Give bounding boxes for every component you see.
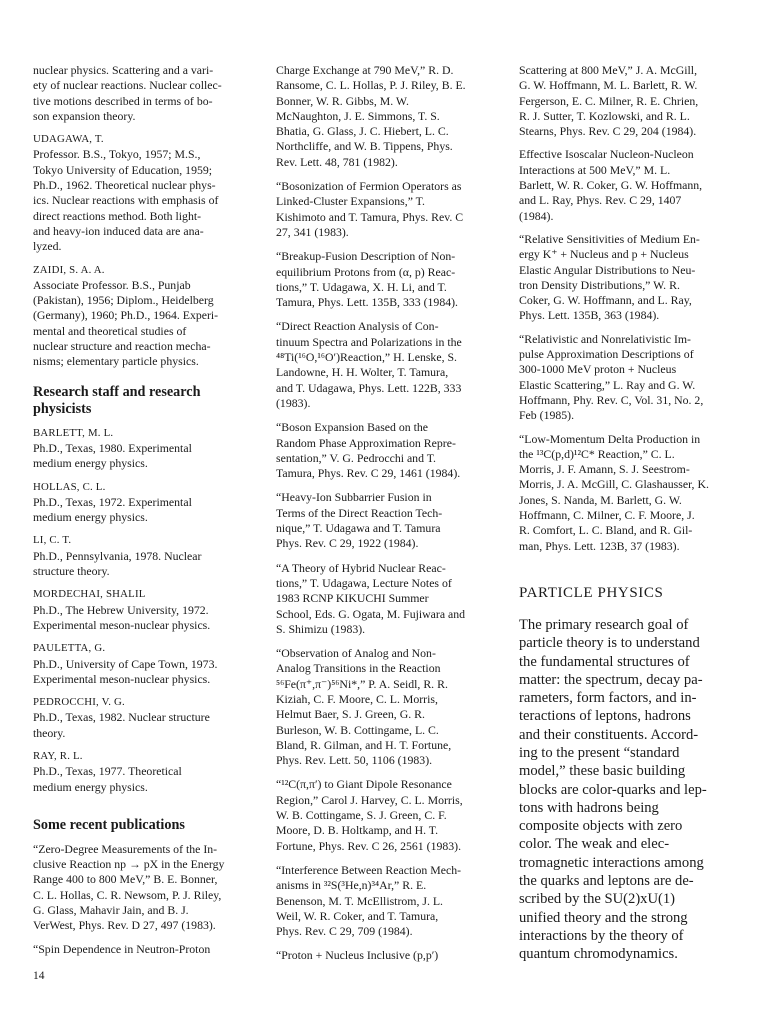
publication-entry: “Observation of Analog and Non- Analog Transitions in the Reaction ⁵⁶Fe(π⁺,π⁻)⁵⁶Ni*,” P. A. Seidl, R. R. Kiziah, C. F. Moore, C. L. Morris, Helmut Baer, S. J. Green, G. R. Burleson, W. B. Cottingame, L. C. Bland, R. Gilman, and H. T. Fortune, Phys. Rev. Lett. 50, 1106 (1983). [276, 646, 452, 768]
publication-entry: “Zero-Degree Measurements of the In- clusive Reaction np → pX in the Energy Range 400 to 800 MeV,” B. E. Bonner, C. L. Hollas, C. R. Newsom, P. J. Riley, G. Glass, Mahavir Jain, and B. J. VerWest, Phys. Rev. D 27, 497 (1983). [33, 841, 225, 933]
publication-entry: “Heavy-Ion Subbarrier Fusion in Terms of the Direct Reaction Tech- nique,” T. Udagawa and T. Tamura Phys. Rev. C 29, 1922 (1984). [276, 490, 443, 551]
publication-entry: “Proton + Nucleus Inclusive (p,p′) [276, 948, 439, 963]
staff-entry [33, 587, 269, 633]
publication-entry: “Direct Reaction Analysis of Con- tinuum Spectra and Polarizations in the ⁴⁸Ti(¹⁶O,¹⁶O′)Reaction,” H. Lenske, S. Landowne, H. H. Wolter, T. Tamura, and T. Udagawa, Phys. Lett. 122B, 333 (1983). [276, 319, 462, 410]
publication-entry: “Relative Sensitivities of Medium En- ergy K⁺ + Nucleus and p + Nucleus Elastic Angular Distributions to Neu- tron Density Distributions,” W. R. Coker, G. W. Hoffmann, and L. Ray, Phys. Lett. 135B, 363 (1984). [519, 231, 700, 323]
faculty-description: Professor. B.S., Tokyo, 1957; M.S., Tokyo University of Education, 1959; Ph.D., 1962. Theoretical nuclear phys- ics. Nuclear reactions with emphasis of direct reactions method. Both light- and heavy-ion induced data are ana- lyzed. [33, 147, 219, 254]
faculty-entry [33, 132, 269, 254]
staff-name: LI, C. T. [33, 534, 72, 547]
staff-name: MORDECHAI, SHALIL [33, 588, 146, 601]
staff-entry [33, 641, 269, 687]
staff-heading: Research staff and research physicists [33, 383, 201, 417]
column-3 [519, 63, 767, 964]
staff-description: Ph.D., Texas, 1977. Theoretical medium energy physics. [33, 764, 182, 794]
publication-entry: Charge Exchange at 790 MeV,” R. D. Ransome, C. L. Hollas, P. J. Riley, B. E. Bonner, W. R. Gibbs, M. W. McNaughton, J. E. Simmons, T. S. Bhatia, G. Glass, J. C. Hiebert, L. C. Northcliffe, and W. B. Tippens, Phys. Rev. Lett. 48, 781 (1982). [276, 63, 466, 169]
publication-entry: “Bosonization of Fermion Operators as Linked-Cluster Expansions,” T. Kishimoto and T. Tamura, Phys. Rev. C 27, 341 (1983). [276, 179, 464, 239]
publications-heading: Some recent publications [33, 816, 185, 833]
publication-entry: “¹²C(π,π′) to Giant Dipole Resonance Region,” Carol J. Harvey, C. L. Morris, W. B. Cottingame, S. J. Green, C. F. Moore, D. B. Holtkamp, and H. T. Fortune, Phys. Rev. C 26, 2561 (1983). [276, 777, 463, 853]
staff-entry [33, 695, 269, 741]
staff-description: Ph.D., Pennsylvania, 1978. Nuclear structure theory. [33, 548, 202, 579]
staff-description: Ph.D., University of Cape Town, 1973. Experimental meson-nuclear physics. [33, 656, 218, 686]
staff-description: Ph.D., Texas, 1972. Experimental medium energy physics. [33, 494, 192, 525]
column-2 [276, 63, 514, 973]
publication-entry: “Spin Dependence in Neutron-Proton [33, 941, 211, 956]
intro-paragraph: nuclear physics. Scattering and a vari- ety of nuclear reactions. Nuclear collec- tive motions described in terms of bo- son expansion theory. [33, 63, 222, 123]
staff-entry [33, 749, 269, 795]
publication-entry: “Low-Momentum Delta Production in the ¹³C(p,d)¹²C* Reaction,” C. L. Morris, J. F. Amann, S. J. Seestrom- Morris, J. A. McGill, C. Glashausser, K. Jones, S. Nanda, M. Barlett, G. W. Hoffmann, C. Milner, C. F. Moore, J. R. Comfort, L. C. Bland, and R. Gil- man, Phys. Lett. 123B, 37 (1983). [519, 431, 709, 553]
publication-entry: “Relativistic and Nonrelativistic Im- pulse Approximation Descriptions of 300-1000 MeV proton + Nucleus Elastic Scattering,” L. Ray and G. W. Hoffmann, Phy. Rev. C, Vol. 31, No. 2, Feb (1985). [519, 331, 704, 423]
staff-entry [33, 480, 269, 526]
faculty-name: ZAIDI, S. A. A. [33, 263, 105, 276]
faculty-description: Associate Professor. B.S., Punjab (Pakistan), 1956; Diplom., Heidelberg (Germany), 1960; Ph.D., 1964. Experi- mental and theoretical studies of nuclear structure and reaction mecha- nisms; elementary particle physics. [33, 277, 219, 369]
staff-description: Ph.D., The Hebrew University, 1972. Experimental meson-nuclear physics. [33, 602, 211, 632]
publication-entry: “Boson Expansion Based on the Random Phase Approximation Repre- sentation,” V. G. Pedrocchi and T. Tamura, Phys. Rev. C 29, 1461 (1984). [276, 420, 461, 481]
staff-entry [33, 426, 269, 472]
staff-name: PAULETTA, G. [33, 642, 106, 655]
staff-description: Ph.D., Texas, 1982. Nuclear structure theory. [33, 710, 210, 740]
staff-entry [33, 533, 269, 579]
publication-entry: “A Theory of Hybrid Nuclear Reac- tions,” T. Udagawa, Lecture Notes of 1983 RCNP KIKUCHI Summer School, Eds. G. Ogata, M. Fujiwara and S. Shimizu (1983). [276, 560, 466, 636]
staff-name: HOLLAS, C. L. [33, 480, 106, 493]
section-title: PARTICLE PHYSICS [519, 584, 664, 601]
page-number: 14 [33, 969, 45, 982]
staff-name: RAY, R. L. [33, 749, 83, 762]
staff-name: PEDROCCHI, V. G. [33, 696, 125, 709]
publication-entry: Scattering at 800 MeV,” J. A. McGill, G. W. Hoffmann, M. L. Barlett, R. W. Fergerson, E. C. Milner, R. E. Chrien, R. J. Sutter, T. Kozlowski, and R. L. Stearns, Phys. Rev. C 29, 204 (1984). [519, 63, 699, 139]
publication-entry: “Interference Between Reaction Mech- anisms in ³²S(³He,n)³⁴Ar,” R. E. Benenson, M. T. McEllistrom, J. L. Weil, W. R. Coker, and T. Tamura, Phys. Rev. C 29, 709 (1984). [276, 862, 462, 939]
section-body: The primary research goal of particle theory is to understand the fundamental structures of matter: the spectrum, decay pa- rameters, form factors, and in- teractions of leptons, hadrons and their constituents. Accord- ing to the present “standard model,” these basic building blocks are color-quarks and lep- tons with hadrons being composite objects with zero color. The weak and elec- tromagnetic interactions among the quarks and leptons are de- scribed by the SU(2)xU(1) unified theory and the strong interactions by the theory of quantum chromodynamics. [519, 616, 707, 963]
faculty-name: UDAGAWA, T. [33, 133, 104, 146]
publication-entry: Effective Isoscalar Nucleon-Nucleon Interactions at 500 MeV,” M. L. Barlett, W. R. Coker, G. W. Hoffmann, and L. Ray, Phys. Rev. C 29, 1407 (1984). [519, 147, 703, 223]
staff-description: Ph.D., Texas, 1980. Experimental medium energy physics. [33, 440, 192, 471]
faculty-entry [33, 263, 269, 370]
column-1 [33, 63, 269, 984]
publication-entry: “Breakup-Fusion Description of Non- equilibrium Protons from (α, p) Reac- tions,” T. Udagawa, X. H. Li, and T. Tamura, Phys. Lett. 135B, 333 (1984). [276, 249, 459, 310]
staff-name: BARLETT, M. L. [33, 426, 114, 439]
